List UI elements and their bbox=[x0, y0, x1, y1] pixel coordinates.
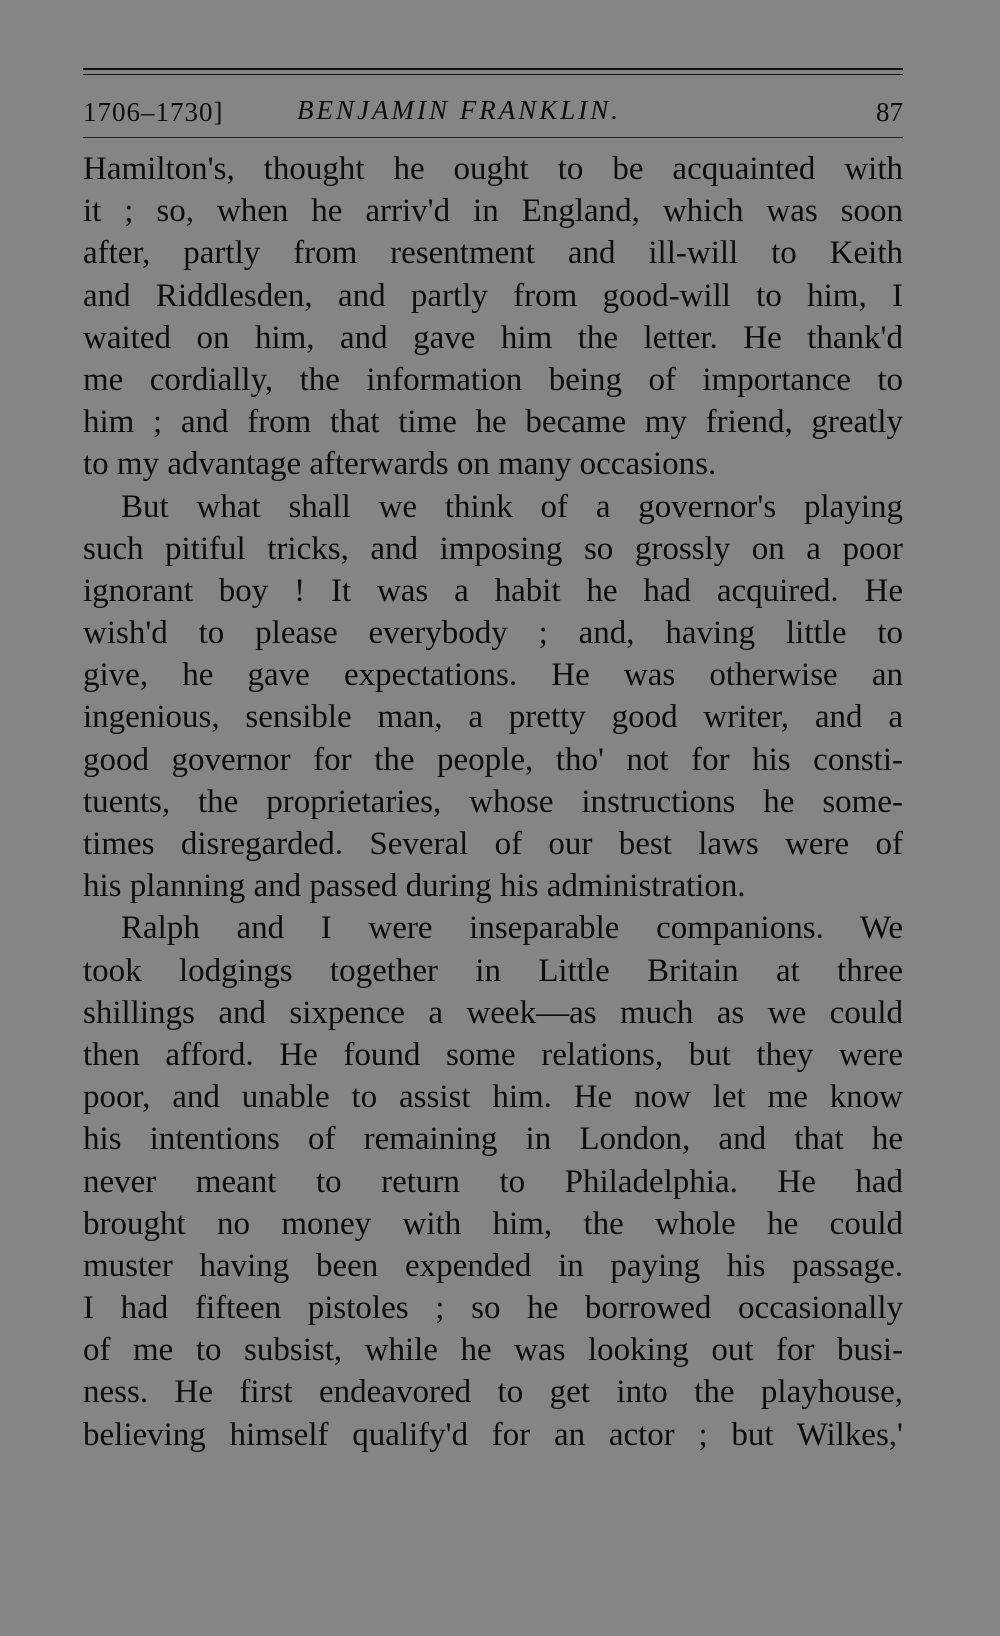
text-line: brought no money with him, the whole he could bbox=[83, 1205, 903, 1242]
text-line: then afford. He found some relations, but they were bbox=[83, 1036, 903, 1073]
text-line: him ; and from that time he became my friend, greatly bbox=[83, 404, 903, 441]
text-line: never meant to return to Philadelphia. He had bbox=[83, 1163, 903, 1200]
text-line: such pitiful tricks, and imposing so grossly on a poor bbox=[83, 530, 903, 567]
paragraph-3 bbox=[83, 907, 903, 1455]
body-text bbox=[83, 148, 903, 1456]
text-line: after, partly from resentment and ill-will to Keith bbox=[83, 235, 903, 272]
text-line: to my advantage afterwards on many occasions. bbox=[83, 446, 717, 483]
text-line: ignorant boy ! It was a habit he had acquired. He bbox=[83, 572, 903, 609]
text-line: ingenious, sensible man, a pretty good writer, and a bbox=[83, 699, 903, 736]
paragraph-2 bbox=[83, 486, 903, 908]
header-years: 1706–1730] bbox=[83, 97, 224, 127]
header-double-rule bbox=[83, 68, 903, 75]
text-line: tuents, the proprietaries, whose instructions he some- bbox=[83, 783, 903, 820]
text-line: times disregarded. Several of our best laws were of bbox=[83, 826, 903, 862]
text-line: waited on him, and gave him the letter. He thank'd bbox=[83, 319, 903, 356]
text-line: believing himself qualify'd for an actor ; but Wilkes,' bbox=[83, 1416, 903, 1453]
page-number: 87 bbox=[876, 97, 903, 127]
text-line: ness. He first endeavored to get into the playhouse, bbox=[83, 1374, 903, 1411]
paragraph-1 bbox=[83, 148, 903, 486]
text-line: Hamilton's, thought he ought to be acquainted with bbox=[83, 151, 903, 187]
text-line: Ralph and I were inseparable companions. We bbox=[121, 910, 903, 947]
header-title: BENJAMIN FRANKLIN. bbox=[297, 95, 621, 125]
text-line: muster having been expended in paying his passage. bbox=[83, 1247, 903, 1284]
text-line: I had fifteen pistoles ; so he borrowed occasionally bbox=[83, 1290, 903, 1327]
text-line: good governor for the people, tho' not for his consti- bbox=[83, 741, 903, 778]
book-page bbox=[83, 68, 903, 1456]
running-header bbox=[83, 75, 903, 137]
text-line: poor, and unable to assist him. He now let me know bbox=[83, 1079, 903, 1116]
text-line: shillings and sixpence a week—as much as we could bbox=[83, 994, 903, 1031]
text-line: it ; so, when he arriv'd in England, which was soon bbox=[83, 193, 903, 230]
text-line: his planning and passed during his administration. bbox=[83, 868, 746, 905]
text-line: me cordially, the information being of importance to bbox=[83, 361, 903, 398]
text-line: and Riddlesden, and partly from good-will to him, I bbox=[83, 277, 903, 314]
text-line: wish'd to please everybody ; and, having little to bbox=[83, 615, 903, 652]
header-single-rule bbox=[83, 137, 903, 138]
text-line: But what shall we think of a governor's playing bbox=[121, 488, 903, 525]
text-line: took lodgings together in Little Britain at three bbox=[83, 952, 903, 989]
text-line: give, he gave expectations. He was otherwise an bbox=[83, 657, 903, 694]
text-line: his intentions of remaining in London, and that he bbox=[83, 1121, 903, 1158]
text-line: of me to subsist, while he was looking out for busi- bbox=[83, 1332, 903, 1369]
